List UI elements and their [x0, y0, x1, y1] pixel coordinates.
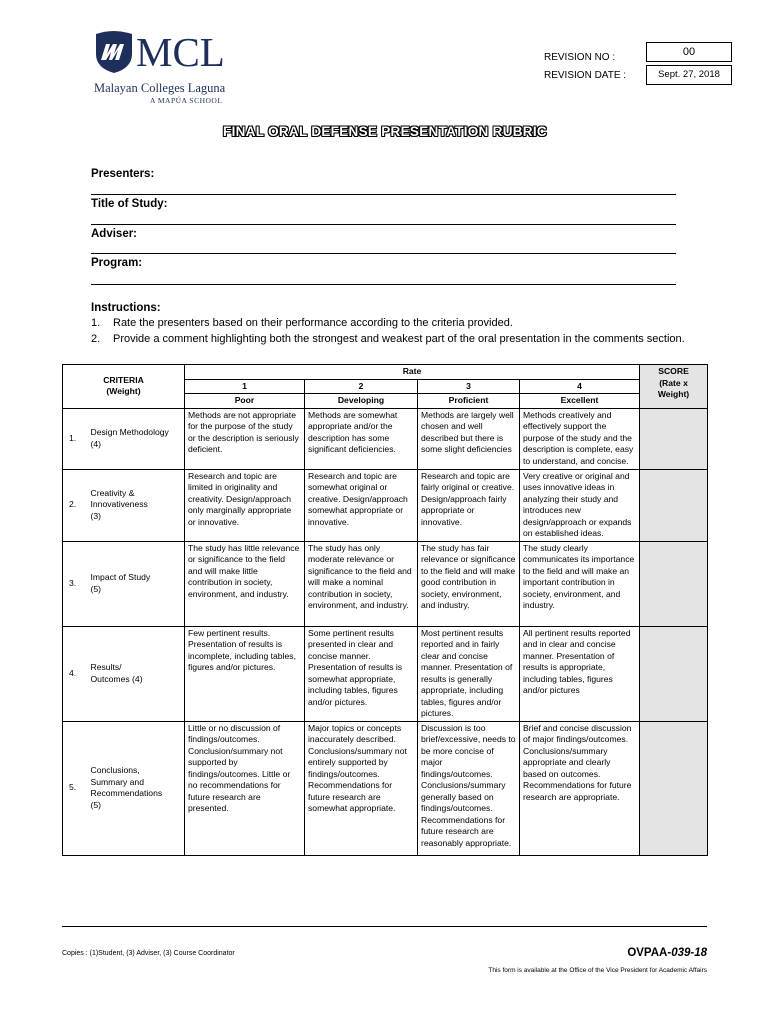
level-number-1: 1	[185, 379, 305, 394]
instruction-number: 2.	[91, 333, 101, 345]
criterion-number: 5.	[63, 721, 88, 855]
rubric-cell-proficient: Methods are largely well chosen and well described but there is some slight deficiencies	[418, 408, 520, 469]
criterion-name: Design Methodology (4)	[88, 408, 185, 469]
title-of-study-line[interactable]	[91, 224, 676, 225]
criteria-header: CRITERIA (Weight)	[63, 365, 185, 409]
revision-no-box: 00	[646, 42, 732, 62]
table-row	[63, 469, 708, 541]
rubric-cell-poor: Research and topic are limited in originality and creativity. Design/approach only marginally appropriate or innovative.	[185, 469, 305, 541]
instructions-title: Instructions:	[91, 302, 161, 314]
score-cell[interactable]	[640, 408, 708, 469]
footer-divider	[62, 926, 707, 927]
rubric-cell-poor: Little or no discussion of findings/outcomes. Conclusion/summary not supported by findings/outcomes. Little or no recommendations for future research are presented.	[185, 721, 305, 855]
rubric-cell-proficient: Most pertinent results reported and in fairly clear and concise manner. Presentation of results is generally appropriate, including tables, figures and/or pictures.	[418, 626, 520, 721]
table-row	[63, 541, 708, 626]
rubric-cell-poor: Few pertinent results. Presentation of results is incomplete, including tables, figures and/or pictures.	[185, 626, 305, 721]
criterion-name: Impact of Study (5)	[88, 541, 185, 626]
score-cell[interactable]	[640, 541, 708, 626]
level-name-developing: Developing	[305, 394, 418, 409]
form-code-suffix: 039-18	[671, 947, 707, 959]
rubric-cell-excellent: All pertinent results reported and in clear and concise manner. Presentation of results is appropriate, including tables, figures and/or pictures	[520, 626, 640, 721]
rubric-cell-developing: Some pertinent results presented in clear and concise manner. Presentation of results is somewhat appropriate, including tables, figures and/or pictures.	[305, 626, 418, 721]
rubric-cell-developing: Methods are somewhat appropriate and/or the description has some significant deficiencies.	[305, 408, 418, 469]
table-row	[63, 408, 708, 469]
table-row	[63, 721, 708, 855]
instruction-item	[91, 317, 513, 329]
criterion-name: Conclusions, Summary and Recommendations (5)	[88, 721, 185, 855]
criterion-name: Results/ Outcomes (4)	[88, 626, 185, 721]
rate-header: Rate	[185, 365, 640, 380]
program-label: Program:	[91, 257, 143, 269]
rubric-cell-poor: The study has little relevance or significance to the field and will make little contribution in society, environment, and industry.	[185, 541, 305, 626]
logo-wordmark: MCL	[136, 29, 225, 75]
rubric-cell-excellent: The study clearly communicates its importance to the field and will make an important contribution in society, environment, and industry.	[520, 541, 640, 626]
school-logo	[92, 28, 242, 108]
criterion-number: 4.	[63, 626, 88, 721]
rubric-cell-proficient: Discussion is too brief/excessive, needs to be more concise of major findings/outcomes. Conclusions/summary generally based on findings/outcomes. Recommendations for future research are reasonably appropriate.	[418, 721, 520, 855]
form-code	[627, 947, 707, 959]
copies-note: Copies : (1)Student, (3) Adviser, (3) Course Coordinator	[62, 950, 235, 957]
criterion-number: 3.	[63, 541, 88, 626]
rubric-cell-developing: Major topics or concepts inaccurately described. Conclusions/summary not entirely supported by findings/outcomes. Recommendations for future research are somewhat appropriate.	[305, 721, 418, 855]
instruction-text: Rate the presenters based on their performance according to the criteria provided.	[113, 317, 513, 329]
rubric-cell-excellent: Brief and concise discussion of major findings/outcomes. Conclusions/summary appropriate and clearly based on outcomes. Recommendations for future research are appropriate.	[520, 721, 640, 855]
shield-logo-icon	[94, 30, 134, 74]
criterion-number: 2.	[63, 469, 88, 541]
document-title: FINAL ORAL DEFENSE PRESENTATION RUBRIC	[223, 124, 547, 139]
criterion-number: 1.	[63, 408, 88, 469]
school-name: Malayan Colleges Laguna	[94, 81, 226, 95]
rubric-cell-developing: Research and topic are somewhat original or creative. Design/approach somewhat appropriate or innovative.	[305, 469, 418, 541]
rubric-cell-developing: The study has only moderate relevance or significance to the field and will make a nominal contribution in society, environment, and industry.	[305, 541, 418, 626]
level-name-excellent: Excellent	[520, 394, 640, 409]
table-row	[63, 626, 708, 721]
title-of-study-label: Title of Study:	[91, 198, 168, 210]
rubric-cell-proficient: Research and topic are fairly original or creative. Design/approach fairly appropriate or innovative.	[418, 469, 520, 541]
rubric-table	[62, 364, 708, 856]
level-number-4: 4	[520, 379, 640, 394]
score-cell[interactable]	[640, 626, 708, 721]
criterion-name: Creativity & Innovativeness (3)	[88, 469, 185, 541]
school-tagline: A MAPÚA SCHOOL	[150, 96, 223, 105]
revision-no-label: REVISION NO :	[544, 52, 616, 63]
score-cell[interactable]	[640, 469, 708, 541]
program-line[interactable]	[91, 284, 676, 285]
presenters-label: Presenters:	[91, 168, 155, 180]
score-cell[interactable]	[640, 721, 708, 855]
instruction-text: Provide a comment highlighting both the strongest and weakest part of the oral presentation in the comments section.	[113, 333, 685, 345]
level-number-3: 3	[418, 379, 520, 394]
score-header: SCORE (Rate x Weight)	[640, 365, 708, 409]
revision-date-label: REVISION DATE :	[544, 70, 627, 81]
adviser-label: Adviser:	[91, 228, 138, 240]
revision-date-box: Sept. 27, 2018	[646, 65, 732, 85]
adviser-line[interactable]	[91, 253, 676, 254]
instruction-number: 1.	[91, 317, 101, 329]
level-number-2: 2	[305, 379, 418, 394]
rubric-cell-proficient: The study has fair relevance or significance to the field and will make good contribution in society, environment, and industry.	[418, 541, 520, 626]
availability-note: This form is available at the Office of the Vice President for Academic Affairs	[488, 967, 707, 974]
rubric-cell-excellent: Methods creatively and effectively support the purpose of the study and the description is complete, easy to understand, and concise.	[520, 408, 640, 469]
level-name-poor: Poor	[185, 394, 305, 409]
instruction-item	[91, 333, 685, 345]
form-code-prefix: OVPAA-	[627, 947, 672, 959]
presenters-line[interactable]	[91, 194, 676, 195]
rubric-cell-poor: Methods are not appropriate for the purpose of the study or the description is seriously deficient.	[185, 408, 305, 469]
rubric-cell-excellent: Very creative or original and uses innovative ideas in analyzing their study and introduces new design/approach or expands on established ideas.	[520, 469, 640, 541]
level-name-proficient: Proficient	[418, 394, 520, 409]
